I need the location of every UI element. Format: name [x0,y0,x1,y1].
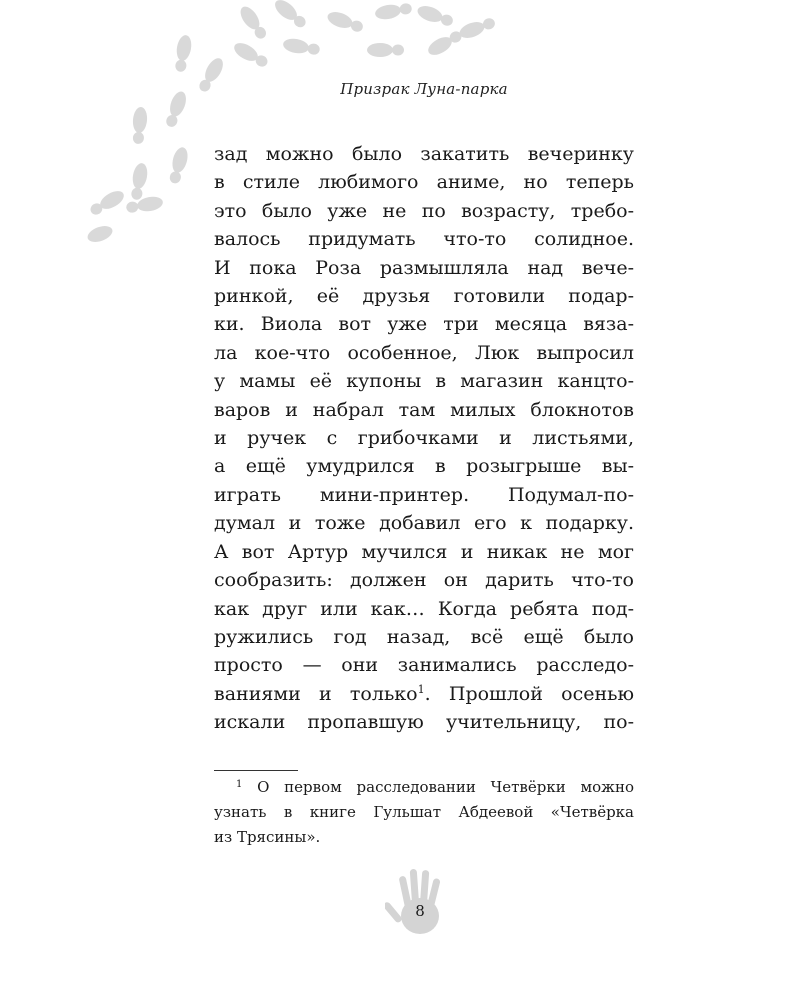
text-line: у мамы её купоны в магазин канцто- [214,370,634,393]
footprint-icon [231,39,270,70]
footnote-text: О первом расследовании Четвёрки можно [242,778,634,796]
text-line: И пока Роза размышляла над вече- [214,256,634,279]
text-segment: ваниями и только [214,682,418,705]
footprint-icon [125,195,164,215]
footprint-icon [367,43,404,57]
text-line: сообразить: должен он дарить что-то [214,569,634,592]
footnote-line: из Трясины». [214,828,321,846]
footnote-reference[interactable]: 1 [417,682,425,696]
footprint-icon [325,9,365,35]
footprint-icon [374,1,413,21]
footprint-icon [167,146,190,185]
footnote-marker: 1 [236,779,243,790]
footprint-icon [272,0,309,31]
footprint-icon [457,15,497,41]
text-line: ружились год назад, всё ещё было [214,625,634,648]
text-line: это было уже не по возрасту, требо- [214,199,634,222]
footprint-icon [85,223,114,245]
footprint-icon [415,3,455,29]
footprint-icon [88,187,127,218]
text-line: просто — они занимались расследо- [214,654,634,677]
text-line: и ручек с грибочками и листьями, [214,427,634,450]
text-line: как друг или как… Когда ребята под- [214,597,634,620]
footprint-icon [282,37,321,57]
text-line: а ещё умудрился в розыгрыше вы- [214,455,634,478]
footprint-icon [131,106,148,144]
body-text [214,140,634,737]
footprint-icon [173,34,193,73]
footprint-icon [425,28,464,59]
footprint-icon [129,162,149,201]
footnote [214,775,634,850]
footnote-line: узнать в книге Гульшат Абдеевой «Четвёрка [214,803,634,821]
text-segment: . Прошлой осенью [424,682,635,705]
text-line: варов и набрал там милых блокнотов [214,398,634,421]
footnote-divider [214,770,298,771]
running-title: Призрак Луна-парка [340,80,508,98]
text-line: ринкой, её друзья готовили подар- [214,285,634,308]
text-line: играть мини-принтер. Подумал-по- [214,483,634,506]
footprint-icon [237,3,270,41]
text-line: искали пропавшую учительницу, по- [214,711,634,734]
text-line: ки. Виола вот уже три месяца вяза- [214,313,634,336]
text-line: валось придумать что-то солидное. [214,228,634,251]
text-line: в стиле любимого аниме, но теперь [214,171,634,194]
text-line: зад можно было закатить вечеринку [214,143,634,165]
text-line-with-footnote [214,680,634,708]
footnote-line [214,775,634,800]
page-number: 8 [415,902,425,920]
text-line: ла кое-что особенное, Люк выпросил [214,341,634,364]
text-line: А вот Артур мучился и никак не мог [214,540,634,563]
text-line: думал и тоже добавил его к подарку. [214,512,634,535]
